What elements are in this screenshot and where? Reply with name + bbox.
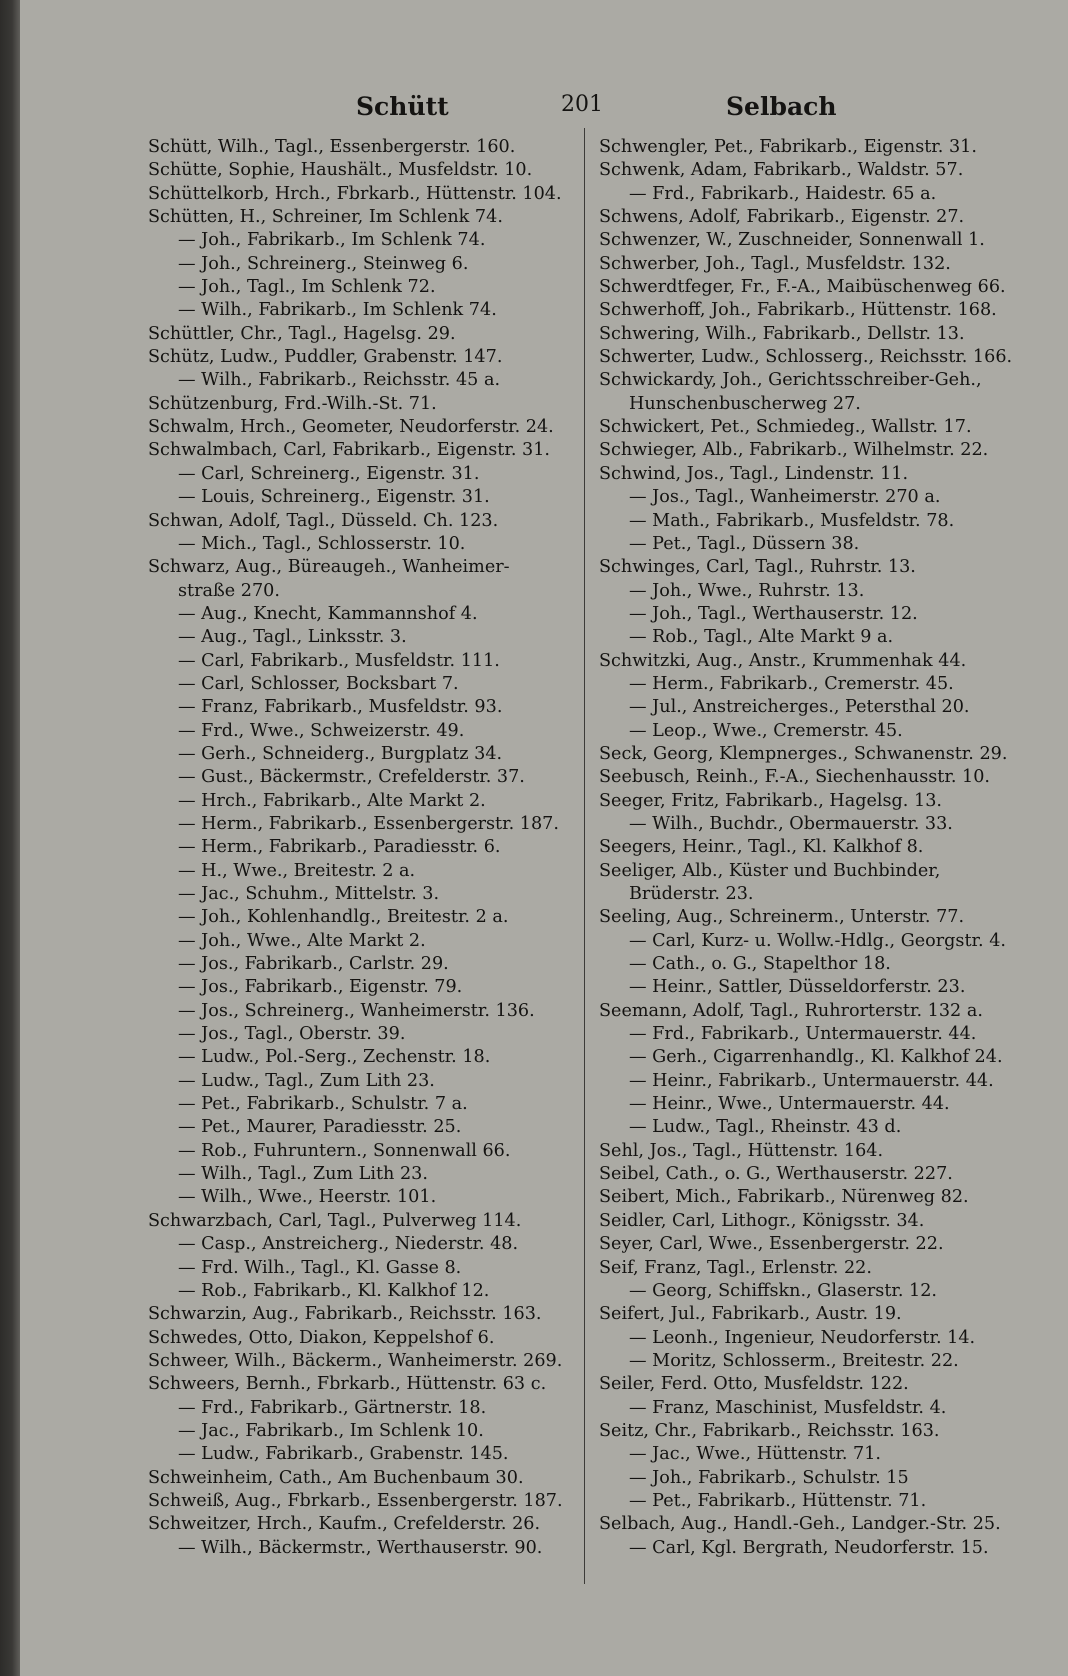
directory-entry: — Pet., Maurer, Paradiesstr. 25. <box>178 1117 462 1138</box>
directory-entry: — Georg, Schiffskn., Glaserstr. 12. <box>629 1280 938 1301</box>
directory-entry: Schwickert, Pet., Schmiedeg., Wallstr. 17. <box>599 417 972 438</box>
directory-entry: — Carl, Kgl. Bergrath, Neudorferstr. 15. <box>629 1537 989 1558</box>
directory-entry: — Moritz, Schlosserm., Breitestr. 22. <box>629 1350 959 1371</box>
directory-entry: — Wilh., Fabrikarb., Im Schlenk 74. <box>178 300 497 321</box>
directory-entry: Schweitzer, Hrch., Kaufm., Crefelderstr. 26. <box>148 1514 541 1535</box>
directory-entry: — Herm., Fabrikarb., Essenbergerstr. 187. <box>178 813 559 834</box>
directory-entry: — Gerh., Schneiderg., Burgplatz 34. <box>178 743 503 764</box>
directory-entry: Seibert, Mich., Fabrikarb., Nürenweg 82. <box>599 1187 969 1208</box>
directory-entry: — Math., Fabrikarb., Musfeldstr. 78. <box>629 510 955 531</box>
directory-entry: — Cath., o. G., Stapelthor 18. <box>629 954 891 975</box>
page-number: 201 <box>561 92 603 117</box>
directory-entry: — Ludw., Pol.-Serg., Zechenstr. 18. <box>178 1047 491 1068</box>
directory-entry: — Joh., Fabrikarb., Schulstr. 15 <box>629 1467 909 1488</box>
directory-entry: Schütz, Ludw., Puddler, Grabenstr. 147. <box>148 347 503 368</box>
directory-entry: — Heinr., Sattler, Düsseldorferstr. 23. <box>629 977 966 998</box>
directory-entry: — Joh., Schreinerg., Steinweg 6. <box>178 253 469 274</box>
directory-entry: — Jos., Tagl., Oberstr. 39. <box>178 1024 406 1045</box>
directory-entry: Schwedes, Otto, Diakon, Keppelshof 6. <box>148 1327 495 1348</box>
directory-entry: Schwens, Adolf, Fabrikarb., Eigenstr. 27. <box>599 207 965 228</box>
directory-entry: Schützenburg, Frd.-Wilh.-St. 71. <box>148 393 437 414</box>
directory-entry: Schwerhoff, Joh., Fabrikarb., Hüttenstr. 168. <box>599 300 997 321</box>
directory-entry: Schwickardy, Joh., Gerichtsschreiber-Geh., <box>599 370 982 391</box>
directory-entry: — Wilh., Tagl., Zum Lith 23. <box>178 1164 428 1185</box>
directory-entry: Schwenk, Adam, Fabrikarb., Waldstr. 57. <box>599 160 964 181</box>
directory-entry: — Leop., Wwe., Cremerstr. 45. <box>629 720 903 741</box>
directory-entry: Selbach, Aug., Handl.-Geh., Landger.-Str. 25. <box>599 1514 1001 1535</box>
directory-entry: — Mich., Tagl., Schlosserstr. 10. <box>178 533 466 554</box>
directory-entry: — Jac., Schuhm., Mittelstr. 3. <box>178 884 440 904</box>
directory-entry: — Wilh., Bäckermstr., Werthauserstr. 90. <box>178 1537 543 1558</box>
directory-entry: — Jac., Fabrikarb., Im Schlenk 10. <box>178 1420 484 1441</box>
column-divider <box>584 128 585 1584</box>
directory-entry: — Heinr., Fabrikarb., Untermauerstr. 44. <box>629 1070 994 1091</box>
directory-entry: straße 270. <box>178 580 280 601</box>
directory-entry: Hunschenbuscherweg 27. <box>629 393 861 414</box>
directory-entry: — Frd., Wwe., Schweizerstr. 49. <box>178 720 465 741</box>
directory-entry: Seeling, Aug., Schreinerm., Unterstr. 77. <box>599 907 965 928</box>
directory-entry: Seebusch, Reinh., F.-A., Siechenhausstr. 10. <box>599 767 991 788</box>
directory-entry: — Wilh., Wwe., Heerstr. 101. <box>178 1187 437 1208</box>
directory-entry: — Gerh., Cigarrenhandlg., Kl. Kalkhof 24. <box>629 1047 1003 1068</box>
directory-entry: — Frd., Fabrikarb., Gärtnerstr. 18. <box>178 1397 487 1418</box>
directory-entry: Brüderstr. 23. <box>629 884 754 904</box>
directory-entry: — Frd. Wilh., Tagl., Kl. Gasse 8. <box>178 1257 462 1278</box>
directory-entry: — Jul., Anstreicherges., Petersthal 20. <box>629 697 970 718</box>
running-head-right: Selbach <box>726 92 837 121</box>
directory-entry: Schweers, Bernh., Fbrkarb., Hüttenstr. 63 c. <box>148 1374 547 1395</box>
directory-entry: — Rob., Fuhruntern., Sonnenwall 66. <box>178 1140 511 1161</box>
directory-entry: Seck, Georg, Klempnerges., Schwanenstr. 29. <box>599 743 1008 764</box>
directory-entry: Schwinges, Carl, Tagl., Ruhrstr. 13. <box>599 557 916 578</box>
directory-entry: — Aug., Knecht, Kammannshof 4. <box>178 603 478 624</box>
directory-entry: Schwalmbach, Carl, Fabrikarb., Eigenstr. 31. <box>148 440 551 461</box>
directory-entry: — Herm., Fabrikarb., Paradiesstr. 6. <box>178 837 501 858</box>
directory-entry: — Wilh., Fabrikarb., Reichsstr. 45 a. <box>178 370 501 391</box>
directory-entry: Seifert, Jul., Fabrikarb., Austr. 19. <box>599 1304 902 1325</box>
directory-entry: — Joh., Fabrikarb., Im Schlenk 74. <box>178 230 486 251</box>
directory-entry: — Frd., Fabrikarb., Haidestr. 65 a. <box>629 183 937 204</box>
directory-entry: Schwerber, Joh., Tagl., Musfeldstr. 132. <box>599 253 951 274</box>
directory-entry: — Aug., Tagl., Linksstr. 3. <box>178 627 407 648</box>
directory-entry: Schwalm, Hrch., Geometer, Neudorferstr. 24. <box>148 417 554 438</box>
directory-entry: Seyer, Carl, Wwe., Essenbergerstr. 22. <box>599 1234 944 1255</box>
right-column <box>599 136 1029 1560</box>
directory-entry: Schweinheim, Cath., Am Buchenbaum 30. <box>148 1467 524 1488</box>
directory-entry: — Casp., Anstreicherg., Niederstr. 48. <box>178 1234 519 1255</box>
directory-entry: — Joh., Wwe., Alte Markt 2. <box>178 930 426 951</box>
directory-entry: Schüttelkorb, Hrch., Fbrkarb., Hüttenstr. 104. <box>148 183 562 204</box>
directory-entry: Seemann, Adolf, Tagl., Ruhrorterstr. 132 a. <box>599 1000 983 1021</box>
directory-entry: — Jos., Fabrikarb., Eigenstr. 79. <box>178 977 463 998</box>
directory-entry: Schwitzki, Aug., Anstr., Krummenhak 44. <box>599 650 967 671</box>
directory-entry: — Jos., Schreinerg., Wanheimerstr. 136. <box>178 1000 535 1021</box>
directory-entry: — Jos., Tagl., Wanheimerstr. 270 a. <box>629 487 941 508</box>
directory-entry: Seif, Franz, Tagl., Erlenstr. 22. <box>599 1257 872 1278</box>
directory-entry: — Ludw., Tagl., Rheinstr. 43 d. <box>629 1117 902 1138</box>
directory-entry: Seiler, Ferd. Otto, Musfeldstr. 122. <box>599 1374 909 1395</box>
directory-entry: Schwind, Jos., Tagl., Lindenstr. 11. <box>599 463 909 484</box>
directory-entry: — Joh., Tagl., Im Schlenk 72. <box>178 277 436 298</box>
left-column <box>148 136 576 1560</box>
directory-entry: — Rob., Fabrikarb., Kl. Kalkhof 12. <box>178 1280 490 1301</box>
directory-entry: — Herm., Fabrikarb., Cremerstr. 45. <box>629 673 954 694</box>
directory-entry: Schweer, Wilh., Bäckerm., Wanheimerstr. 269. <box>148 1350 563 1371</box>
directory-entry: — Pet., Tagl., Düssern 38. <box>629 533 860 554</box>
directory-entry: — Pet., Fabrikarb., Schulstr. 7 a. <box>178 1094 468 1115</box>
directory-entry: — Franz, Fabrikarb., Musfeldstr. 93. <box>178 697 503 718</box>
directory-entry: — Carl, Kurz- u. Wollw.-Hdlg., Georgstr. 4. <box>629 930 1006 951</box>
directory-entry: — Joh., Tagl., Werthauserstr. 12. <box>629 603 918 624</box>
directory-entry: — Pet., Fabrikarb., Hüttenstr. 71. <box>629 1490 927 1511</box>
directory-entry: Schwerter, Ludw., Schlosserg., Reichsstr. 166. <box>599 347 1013 368</box>
running-head-left: Schütt <box>356 92 449 121</box>
directory-entry: Sehl, Jos., Tagl., Hüttenstr. 164. <box>599 1140 884 1161</box>
directory-entry: Seeger, Fritz, Fabrikarb., Hagelsg. 13. <box>599 790 942 811</box>
directory-entry: — Wilh., Buchdr., Obermauerstr. 33. <box>629 813 953 834</box>
directory-entry: Schütte, Sophie, Haushält., Musfeldstr. 10. <box>148 160 533 181</box>
directory-entry: Schwarzbach, Carl, Tagl., Pulverweg 114. <box>148 1210 522 1231</box>
directory-entry: — Joh., Wwe., Ruhrstr. 13. <box>629 580 865 601</box>
directory-entry: — Ludw., Fabrikarb., Grabenstr. 145. <box>178 1444 509 1465</box>
directory-entry: — Jac., Wwe., Hüttenstr. 71. <box>629 1444 881 1465</box>
directory-entry: Schwering, Wilh., Fabrikarb., Dellstr. 13. <box>599 323 965 344</box>
directory-entry: Schweiß, Aug., Fbrkarb., Essenbergerstr. 187. <box>148 1490 563 1511</box>
directory-entry: — Carl, Schreinerg., Eigenstr. 31. <box>178 463 480 484</box>
directory-entry: Schwengler, Pet., Fabrikarb., Eigenstr. 31. <box>599 137 977 157</box>
directory-entry: — H., Wwe., Breitestr. 2 a. <box>178 860 416 881</box>
directory-entry: — Frd., Fabrikarb., Untermauerstr. 44. <box>629 1024 977 1045</box>
directory-entry: Seeliger, Alb., Küster und Buchbinder, <box>599 860 941 881</box>
directory-entry: Schüttler, Chr., Tagl., Hagelsg. 29. <box>148 323 456 344</box>
directory-entry: — Carl, Schlosser, Bocksbart 7. <box>178 673 459 694</box>
directory-entry: — Hrch., Fabrikarb., Alte Markt 2. <box>178 790 486 811</box>
directory-entry: — Joh., Kohlenhandlg., Breitestr. 2 a. <box>178 907 509 928</box>
directory-page <box>20 0 1068 1676</box>
directory-entry: Seegers, Heinr., Tagl., Kl. Kalkhof 8. <box>599 837 924 858</box>
directory-entry: Schwarz, Aug., Büreaugeh., Wanheimer- <box>148 557 510 578</box>
directory-entry: — Rob., Tagl., Alte Markt 9 a. <box>629 627 894 648</box>
directory-entry: Schütt, Wilh., Tagl., Essenbergerstr. 160. <box>148 137 516 157</box>
directory-entry: — Heinr., Wwe., Untermauerstr. 44. <box>629 1094 950 1115</box>
directory-entry: Schwarzin, Aug., Fabrikarb., Reichsstr. 163. <box>148 1304 542 1325</box>
directory-entry: — Leonh., Ingenieur, Neudorferstr. 14. <box>629 1327 976 1348</box>
directory-entry: — Carl, Fabrikarb., Musfeldstr. 111. <box>178 650 500 671</box>
directory-entry: — Gust., Bäckermstr., Crefelderstr. 37. <box>178 767 525 788</box>
directory-entry: Schwan, Adolf, Tagl., Düsseld. Ch. 123. <box>148 510 499 531</box>
directory-entry: Schwenzer, W., Zuschneider, Sonnenwall 1. <box>599 230 985 251</box>
directory-entry: Seibel, Cath., o. G., Werthauserstr. 227. <box>599 1164 953 1185</box>
directory-entry: Schwieger, Alb., Fabrikarb., Wilhelmstr. 22. <box>599 440 989 461</box>
directory-entry: — Jos., Fabrikarb., Carlstr. 29. <box>178 954 449 975</box>
directory-entry: Schwerdtfeger, Fr., F.-A., Maibüschenweg 66. <box>599 277 1006 298</box>
directory-entry: Seidler, Carl, Lithogr., Königsstr. 34. <box>599 1210 925 1231</box>
directory-entry: — Franz, Maschinist, Musfeldstr. 4. <box>629 1397 947 1418</box>
directory-entry: — Louis, Schreinerg., Eigenstr. 31. <box>178 487 490 508</box>
directory-entry: Schütten, H., Schreiner, Im Schlenk 74. <box>148 207 503 228</box>
directory-entry: Seitz, Chr., Fabrikarb., Reichsstr. 163. <box>599 1420 940 1441</box>
directory-entry: — Ludw., Tagl., Zum Lith 23. <box>178 1070 435 1091</box>
